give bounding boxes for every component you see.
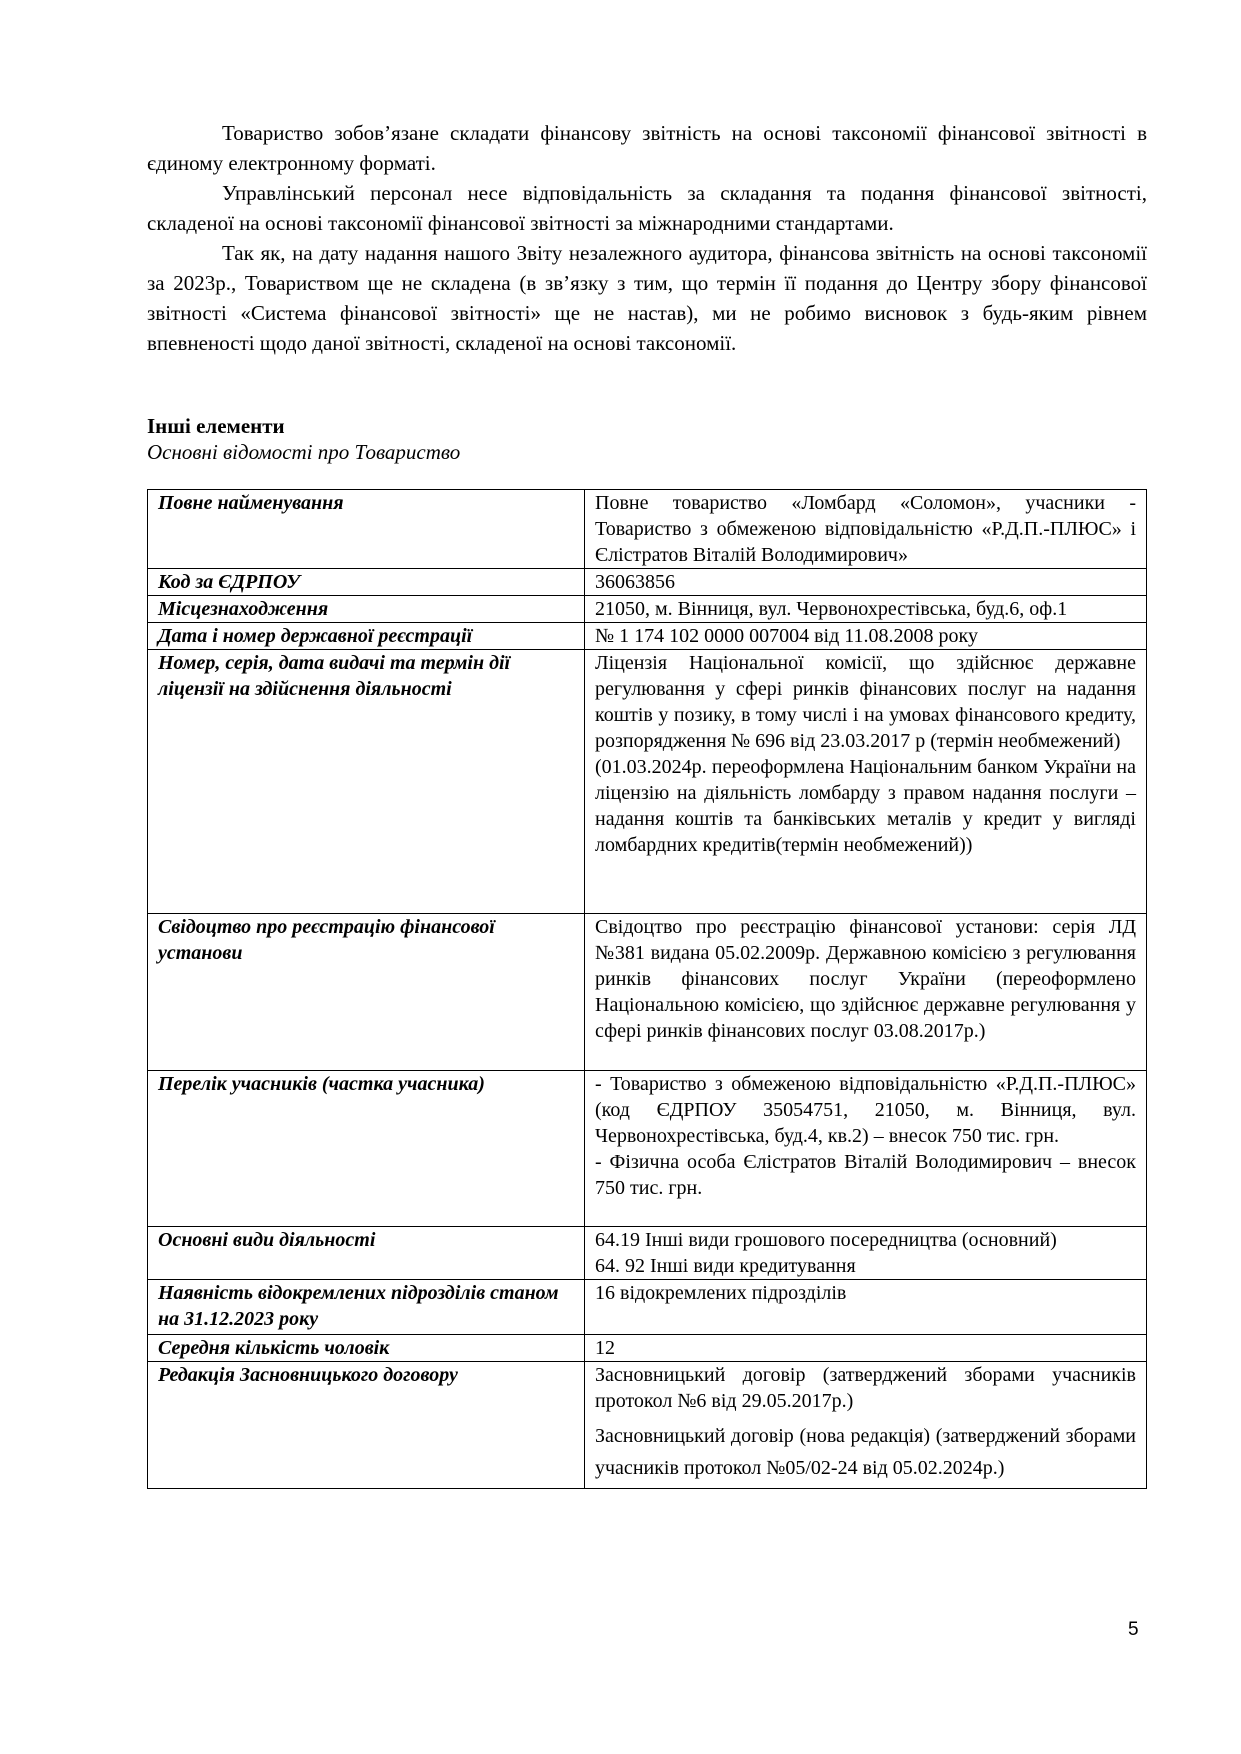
- table-row: [148, 914, 1147, 1071]
- row-label: Наявність відокремлених підрозділів станом на 31.12.2023 року: [148, 1280, 585, 1335]
- row-value: [585, 623, 1147, 650]
- row-value: [585, 1280, 1147, 1335]
- row-value: [585, 596, 1147, 623]
- table-row: [148, 596, 1147, 623]
- table-row: [148, 1227, 1147, 1280]
- row-label: Основні види діяльності: [148, 1227, 585, 1280]
- table-row: [148, 650, 1147, 914]
- value-line: 12: [595, 1337, 615, 1359]
- table-row: [148, 623, 1147, 650]
- row-value: [585, 569, 1147, 596]
- value-line: 36063856: [595, 571, 675, 593]
- value-line: - Фізична особа Єлістратов Віталій Володимирович – внесок 750 тис. грн.: [595, 1151, 1136, 1199]
- table-row: [148, 1071, 1147, 1227]
- row-label: Перелік учасників (частка учасника): [148, 1071, 585, 1227]
- row-label: Повне найменування: [148, 490, 585, 569]
- page-number: 5: [1128, 1619, 1139, 1640]
- row-label: Середня кількість чоловік: [148, 1335, 585, 1362]
- row-label: Редакція Засновницького договору: [148, 1362, 585, 1489]
- table-row: [148, 490, 1147, 569]
- value-line: Засновницький договір (нова редакція) (затверджений зборами учасників протокол №05/02-24 від 05.02.2024р.): [595, 1425, 1136, 1479]
- row-value: [585, 650, 1147, 914]
- row-label: Місцезнаходження: [148, 596, 585, 623]
- paragraph-management-responsibility: Управлінський персонал несе відповідальність за складання та подання фінансової звітності, складеної на основі таксономії фінансової звітності за міжнародними стандартами.: [147, 181, 1147, 235]
- row-value: [585, 1071, 1147, 1227]
- row-value: [585, 1227, 1147, 1280]
- value-line: (01.03.2024р. переоформлена Національним банком України на ліцензію на діяльність ломбарду з правом надання послуги – надання коштів та банківських металів у кредит у вигляді ломбардних кредитів(термін необмежений)): [595, 756, 1136, 856]
- row-label: Номер, серія, дата видачі та термін дії ліцензії на здійснення діяльності: [148, 650, 585, 914]
- paragraph-taxonomy-obligation: Товариство зобов’язане складати фінансову звітність на основі таксономії фінансової звітності в єдиному електронному форматі.: [147, 121, 1147, 175]
- value-line: Ліцензія Національної комісії, що здійснює державне регулювання у сфері ринків фінансових послуг на надання коштів у позику, в тому числі і на умовах фінансового кредиту, розпорядження № 696 від 23.03.2017 р (термін необмежений): [595, 652, 1136, 752]
- value-line: 21050, м. Вінниця, вул. Червонохрестівська, буд.6, оф.1: [595, 598, 1068, 620]
- value-line: № 1 174 102 0000 007004 від 11.08.2008 року: [595, 625, 978, 647]
- paragraph-no-assurance-conclusion: Так як, на дату надання нашого Звіту незалежного аудитора, фінансова звітність на основі таксономії за 2023р., Товариством ще не складена (в зв’язку з тим, що термін її подання до Центру збору фінансової звітності «Система фінансової звітності» ще не настав), ми не робимо висновок з будь-яким рівнем впевненості щодо даної звітності, складеної на основі таксономії.: [147, 241, 1147, 355]
- table-row: [148, 1362, 1147, 1489]
- row-value: [585, 1362, 1147, 1489]
- row-value: [585, 914, 1147, 1071]
- value-line: 64. 92 Інші види кредитування: [595, 1255, 856, 1277]
- table-row: [148, 1335, 1147, 1362]
- value-line: - Товариство з обмеженою відповідальністю «Р.Д.П.-ПЛЮС» (код ЄДРПОУ 35054751, 21050, м. Вінниця, вул. Червонохрестівська, буд.4, кв.2) – внесок 750 тис. грн.: [595, 1073, 1136, 1147]
- value-line: 64.19 Інші види грошового посередництва (основний): [595, 1229, 1057, 1251]
- row-label: Код за ЄДРПОУ: [148, 569, 585, 596]
- row-value: [585, 490, 1147, 569]
- row-label: Свідоцтво про реєстрацію фінансової установи: [148, 914, 585, 1071]
- table-row: [148, 1280, 1147, 1335]
- section-subheading: Основні відомості про Товариство: [147, 440, 461, 464]
- value-line: Свідоцтво про реєстрацію фінансової установи: серія ЛД №381 видана 05.02.2009р. Державною комісією з регулювання ринків фінансових послуг України (переоформлено Національною комісією, що здійснює державне регулювання у сфері ринків фінансових послуг 03.08.2017р.): [595, 916, 1136, 1042]
- value-line: Повне товариство «Ломбард «Соломон», учасники - Товариство з обмеженою відповідальністю «Р.Д.П.-ПЛЮС» і Єлістратов Віталій Володимирович»: [595, 492, 1136, 566]
- row-value: [585, 1335, 1147, 1362]
- row-label: Дата і номер державної реєстрації: [148, 623, 585, 650]
- value-line: Засновницький договір (затверджений зборами учасників протокол №6 від 29.05.2017р.): [595, 1364, 1136, 1412]
- value-line: 16 відокремлених підрозділів: [595, 1282, 847, 1304]
- table-row: [148, 569, 1147, 596]
- section-heading: Інші елементи: [147, 414, 285, 438]
- company-info-table: [147, 489, 1147, 1489]
